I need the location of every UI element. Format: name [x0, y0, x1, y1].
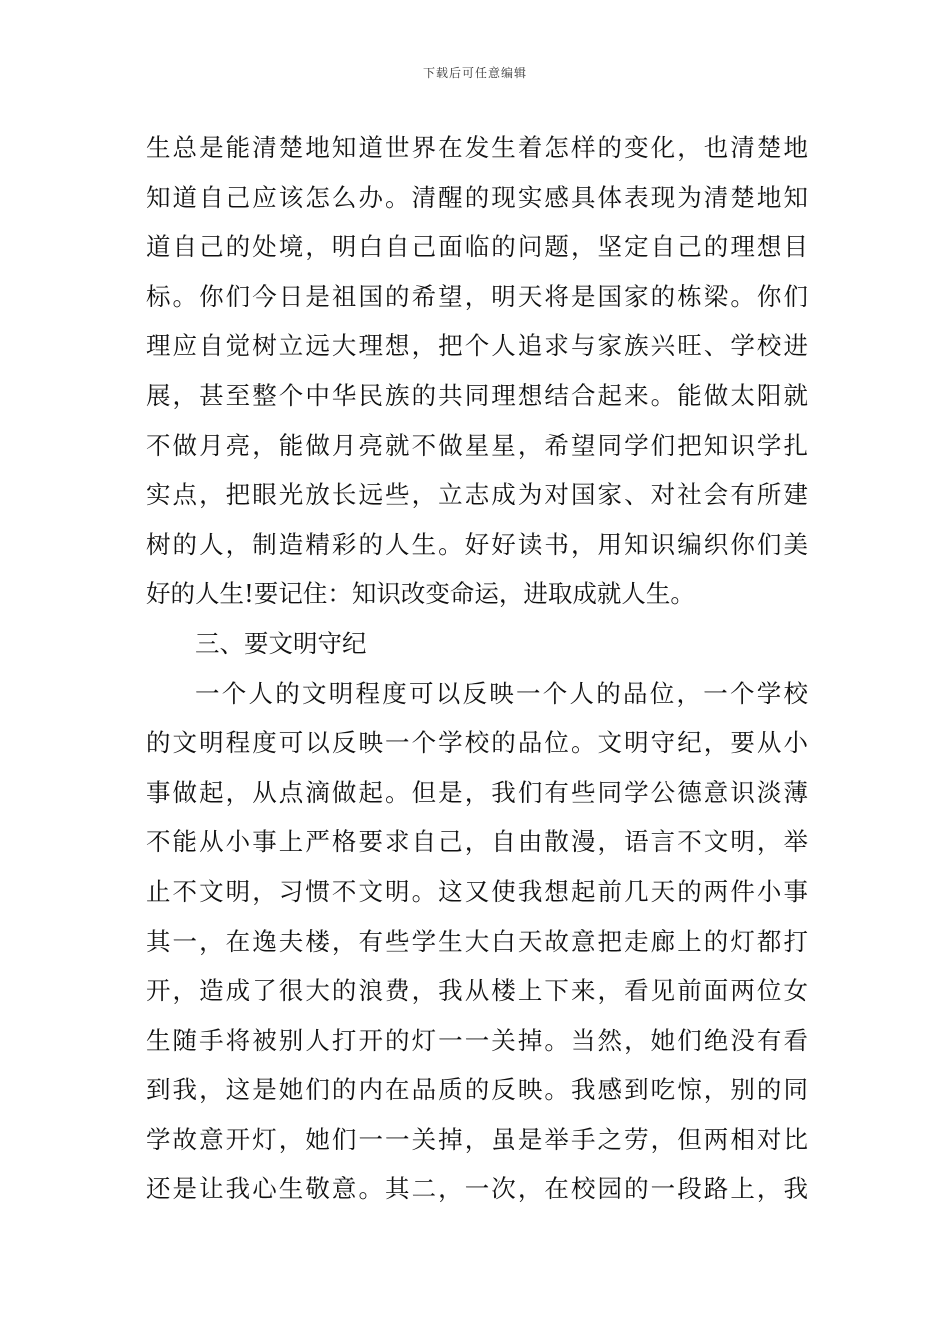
text-line: 知道自己应该怎么办。清醒的现实感具体表现为清楚地知	[146, 182, 808, 212]
text-line: 到我，这是她们的内在品质的反映。我感到吃惊，别的同	[146, 1075, 808, 1105]
section-heading: 三、要文明守纪	[195, 628, 367, 658]
text-line: 生随手将被别人打开的灯一一关掉。当然，她们绝没有看	[146, 1025, 808, 1055]
text-line: 生总是能清楚地知道世界在发生着怎样的变化，也清楚地	[146, 133, 808, 162]
page-header: 下载后可任意编辑	[422, 66, 527, 80]
text-line: 不能从小事上严格要求自己，自由散漫，语言不文明，举	[146, 827, 808, 857]
text-line: 标。你们今日是祖国的希望，明天将是国家的栋梁。你们	[146, 281, 808, 311]
text-line: 树的人，制造精彩的人生。好好读书，用知识编织你们美	[146, 529, 808, 559]
text-line: 事做起，从点滴做起。但是，我们有些同学公德意识淡薄	[146, 777, 808, 807]
paragraph-first-line: 一个人的文明程度可以反映一个人的品位，一个学校	[195, 678, 808, 708]
text-line: 还是让我心生敬意。其二，一次，在校园的一段路上，我	[146, 1174, 808, 1204]
text-line: 的文明程度可以反映一个学校的品位。文明守纪，要从小	[146, 728, 808, 758]
text-line: 学故意开灯，她们一一关掉，虽是举手之劳，但两相对比	[146, 1124, 808, 1154]
paragraph-end-line: 好的人生!要记住：知识改变命运，进取成就人生。	[146, 579, 695, 609]
text-line: 开，造成了很大的浪费，我从楼上下来，看见前面两位女	[146, 976, 808, 1006]
text-line: 道自己的处境，明白自己面临的问题，坚定自己的理想目	[146, 232, 808, 262]
text-line: 其一，在逸夫楼，有些学生大白天故意把走廊上的灯都打	[146, 926, 808, 956]
text-line: 不做月亮，能做月亮就不做星星，希望同学们把知识学扎	[146, 430, 808, 460]
text-line: 实点，把眼光放长远些，立志成为对国家、对社会有所建	[146, 480, 808, 510]
text-line: 展，甚至整个中华民族的共同理想结合起来。能做太阳就	[146, 380, 808, 410]
text-line: 理应自觉树立远大理想，把个人追求与家族兴旺、学校进	[146, 331, 808, 361]
text-line: 止不文明，习惯不文明。这又使我想起前几天的两件小事	[146, 876, 808, 906]
document-body	[146, 123, 808, 1214]
